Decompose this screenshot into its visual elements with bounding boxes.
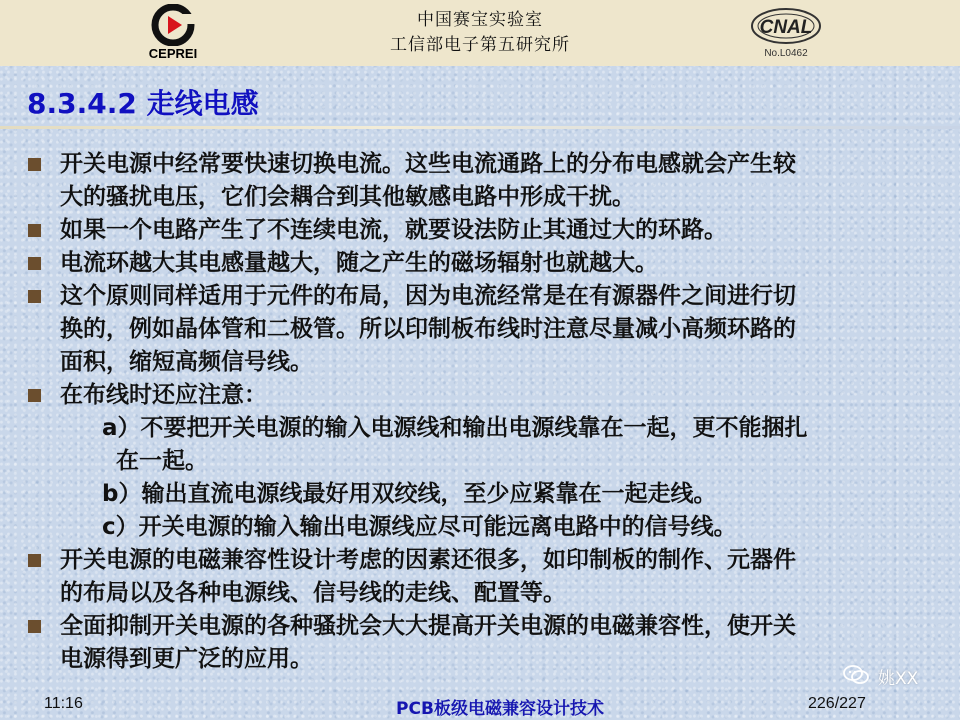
bullet-paragraph xyxy=(22,610,942,676)
footer-course-title: PCB板级电磁兼容设计技术 xyxy=(396,699,604,719)
bullet-paragraph xyxy=(22,247,942,280)
bullet-paragraph xyxy=(22,544,942,610)
square-bullet-icon xyxy=(28,620,41,633)
sub-item-line: a）不要把开关电源的输入电源线和输出电源线靠在一起，更不能捆扎 xyxy=(102,415,808,441)
bullet-paragraph xyxy=(22,148,942,214)
paragraph-line: 电流环越大其电感量越大，随之产生的磁场辐射也就越大。 xyxy=(60,250,658,276)
paragraph-line: 的布局以及各种电源线、信号线的走线、配置等。 xyxy=(60,580,566,606)
square-bullet-icon xyxy=(28,158,41,171)
org-line-1: 中国赛宝实验室 xyxy=(417,10,543,30)
paragraph-line: 电源得到更广泛的应用。 xyxy=(60,646,313,672)
sub-item-line: c）开关电源的输入输出电源线应尽可能远离电路中的信号线。 xyxy=(102,514,737,540)
org-line-2: 工信部电子第五研究所 xyxy=(390,35,570,55)
footer-time: 11:16 xyxy=(44,695,83,712)
square-bullet-icon xyxy=(28,554,41,567)
paragraph-line: 全面抑制开关电源的各种骚扰会大大提高开关电源的电磁兼容性，使开关 xyxy=(60,613,796,639)
paragraph-line: 面积，缩短高频信号线。 xyxy=(60,349,313,375)
sub-item xyxy=(22,511,942,544)
cnal-logo xyxy=(744,6,828,62)
cnal-emblem-icon xyxy=(748,6,824,46)
bullet-paragraph xyxy=(22,214,942,247)
watermark-text: 姚XX xyxy=(878,669,919,689)
bullet-paragraph xyxy=(22,379,942,412)
sub-item-line: 在一起。 xyxy=(116,448,208,474)
sub-item xyxy=(22,412,942,478)
square-bullet-icon xyxy=(28,389,41,402)
sub-item-line: b）输出直流电源线最好用双绞线，至少应紧靠在一起走线。 xyxy=(102,481,717,507)
cnal-logo-text: CNAL xyxy=(759,17,813,38)
paragraph-line: 换的，例如晶体管和二极管。所以印制板布线时注意尽量减小高频环路的 xyxy=(60,316,796,342)
paragraph-line: 开关电源的电磁兼容性设计考虑的因素还很多，如印制板的制作、元器件 xyxy=(60,547,796,573)
cnal-number: No.L0462 xyxy=(764,48,808,59)
slide-title: 8.3.4.2 走线电感 xyxy=(27,87,259,120)
square-bullet-icon xyxy=(28,257,41,270)
organization-name xyxy=(320,8,640,58)
paragraph-line: 如果一个电路产生了不连续电流，就要设法防止其通过大的环路。 xyxy=(60,217,727,243)
square-bullet-icon xyxy=(28,224,41,237)
wechat-icon xyxy=(842,664,870,686)
header-band xyxy=(0,0,960,66)
paragraph-line: 这个原则同样适用于元件的布局，因为电流经常是在有源器件之间进行切 xyxy=(60,283,796,309)
paragraph-line: 在布线时还应注意： xyxy=(60,382,267,408)
sub-item xyxy=(22,478,942,511)
title-divider xyxy=(0,126,960,129)
ceprei-logo-text: CEPREI xyxy=(148,46,198,61)
footer-page-number: 226/227 xyxy=(808,695,866,712)
bullet-paragraph xyxy=(22,280,942,379)
square-bullet-icon xyxy=(28,290,41,303)
ceprei-emblem-icon xyxy=(146,4,200,46)
slide-body xyxy=(22,148,942,676)
ceprei-logo xyxy=(142,4,204,62)
paragraph-line: 大的骚扰电压，它们会耦合到其他敏感电路中形成干扰。 xyxy=(60,184,635,210)
paragraph-line: 开关电源中经常要快速切换电流。这些电流通路上的分布电感就会产生较 xyxy=(60,151,796,177)
slide-footer xyxy=(0,688,960,720)
